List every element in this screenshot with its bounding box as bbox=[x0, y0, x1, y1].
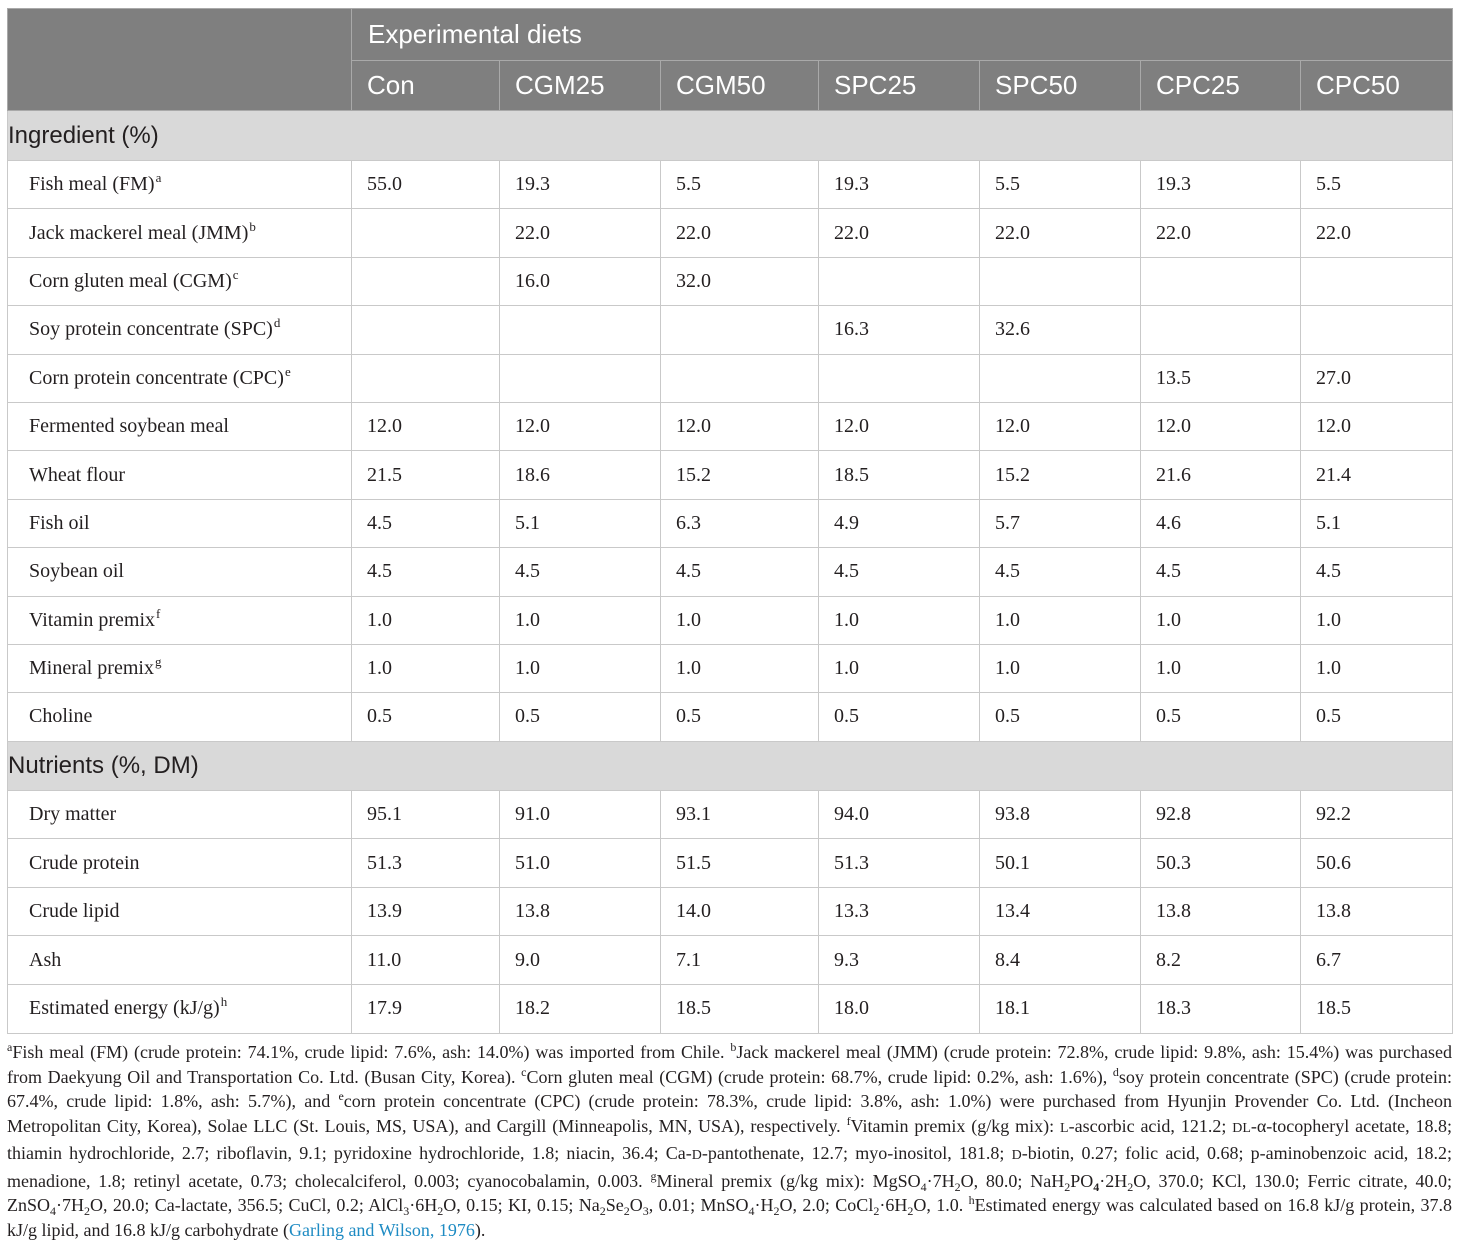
table-body bbox=[8, 111, 1453, 1034]
row-label: Crude protein bbox=[29, 851, 140, 874]
value-cell-cgm25: 16.0 bbox=[500, 257, 661, 305]
value-cell-con: 21.5 bbox=[352, 451, 500, 499]
section-row-ingredient bbox=[8, 111, 1453, 161]
subscript: 2 bbox=[623, 1204, 630, 1218]
footnote-marker: b bbox=[730, 1040, 737, 1054]
subscript: 2 bbox=[84, 1204, 91, 1218]
footnote-marker: c bbox=[232, 266, 239, 282]
value-cell-cgm50: 32.0 bbox=[661, 257, 819, 305]
footnote-text: Jack mackerel meal (JMM) (crude protein: 72.8%, crude lipid: 9.8%, ash: 15.4%) was purchased from Daekyung Oil and Transportation Co. Ltd. (Busan City, Korea). bbox=[7, 1042, 1453, 1087]
column-header-cgm50: CGM50 bbox=[661, 61, 819, 111]
footnote-text: -biotin, 0.27; folic acid, 0.68; p-aminobenzoic acid, 18.2; menadione, 1.8; retinyl acetate, 0.73; cholecalciferol, 0.003; cyanocobalamin, 0.003. bbox=[7, 1143, 1452, 1191]
value-cell-spc25: 13.3 bbox=[819, 887, 980, 936]
footnote-text: Mineral premix (g/kg mix): MgSO bbox=[656, 1170, 921, 1191]
small-caps-prefix: D bbox=[1011, 1148, 1022, 1163]
row-label: Fish oil bbox=[29, 511, 90, 534]
table-row-wheat-flour bbox=[8, 451, 1453, 499]
value-cell-spc50: 15.2 bbox=[980, 451, 1141, 499]
value-cell-cgm50: 14.0 bbox=[661, 887, 819, 936]
value-cell-cpc50: 27.0 bbox=[1301, 354, 1453, 402]
row-label: Vitamin premix bbox=[29, 608, 155, 631]
value-cell-cpc25: 21.6 bbox=[1141, 451, 1301, 499]
experimental-diets-header: Experimental diets bbox=[352, 9, 1453, 61]
footnote-marker: b bbox=[249, 218, 256, 234]
value-cell-cpc25: 12.0 bbox=[1141, 402, 1301, 450]
row-label: Corn gluten meal (CGM) bbox=[29, 269, 232, 292]
table-row-corn-gluten-meal-cgm bbox=[8, 257, 1453, 305]
value-cell-cpc25: 18.3 bbox=[1141, 985, 1301, 1034]
value-cell-cpc50: 13.8 bbox=[1301, 887, 1453, 936]
value-cell-cpc25 bbox=[1141, 257, 1301, 305]
value-cell-spc25: 1.0 bbox=[819, 644, 980, 692]
value-cell-cgm25: 13.8 bbox=[500, 887, 661, 936]
small-caps-prefix: DL bbox=[1232, 1120, 1251, 1136]
subscript: 3 bbox=[642, 1204, 649, 1218]
footnote-marker: h bbox=[968, 1193, 975, 1207]
footnote-marker: a bbox=[155, 170, 162, 186]
row-label-cell bbox=[8, 257, 352, 305]
value-cell-cpc25: 50.3 bbox=[1141, 839, 1301, 888]
footnote-marker: c bbox=[521, 1064, 527, 1079]
footnote-text: ·2H bbox=[1099, 1170, 1128, 1191]
footnote-text: Estimated energy was calculated based on 16.8 kJ/g protein, 37.8 kJ/g lipid, and 16.8 kJ/g carbohydrate ( bbox=[7, 1195, 1453, 1240]
value-cell-con: 95.1 bbox=[352, 790, 500, 839]
value-cell-con: 4.5 bbox=[352, 548, 500, 596]
value-cell-cgm25: 4.5 bbox=[500, 548, 661, 596]
row-label: Soy protein concentrate (SPC) bbox=[29, 318, 273, 341]
value-cell-cgm25: 18.2 bbox=[500, 985, 661, 1034]
value-cell-con: 11.0 bbox=[352, 936, 500, 985]
footnote-text: O, 2.0; CoCl bbox=[779, 1195, 874, 1215]
row-label-cell bbox=[8, 644, 352, 692]
value-cell-con: 51.3 bbox=[352, 839, 500, 888]
value-cell-cpc50: 1.0 bbox=[1301, 644, 1453, 692]
value-cell-cgm50: 0.5 bbox=[661, 693, 819, 741]
column-header-cgm25: CGM25 bbox=[500, 61, 661, 111]
value-cell-cgm25 bbox=[500, 306, 661, 354]
value-cell-spc50 bbox=[980, 257, 1141, 305]
table-row-fish-meal-fm bbox=[8, 161, 1453, 209]
value-cell-cpc50: 22.0 bbox=[1301, 209, 1453, 257]
footnote-text: O bbox=[629, 1195, 643, 1215]
footnote-text: -ascorbic acid, 121.2; bbox=[1068, 1115, 1233, 1136]
value-cell-spc25: 19.3 bbox=[819, 161, 980, 209]
value-cell-cpc25: 19.3 bbox=[1141, 161, 1301, 209]
value-cell-cpc50: 92.2 bbox=[1301, 790, 1453, 839]
value-cell-cgm25: 18.6 bbox=[500, 451, 661, 499]
subscript: 2 bbox=[873, 1204, 880, 1218]
footnote-text: O, 0.15; KI, 0.15; Na bbox=[443, 1195, 600, 1215]
citation-link[interactable]: Garling and Wilson, 1976 bbox=[288, 1219, 475, 1240]
value-cell-spc50: 8.4 bbox=[980, 936, 1141, 985]
value-cell-cpc50: 5.1 bbox=[1301, 499, 1453, 547]
value-cell-spc50: 32.6 bbox=[980, 306, 1141, 354]
table-row-choline bbox=[8, 693, 1453, 741]
footnote-marker: f bbox=[156, 605, 161, 621]
table-row-soy-protein-concentrate-spc bbox=[8, 306, 1453, 354]
small-caps-prefix: D bbox=[691, 1148, 702, 1163]
footnote-text: ). bbox=[474, 1219, 486, 1240]
footnote-text: soy protein concentrate (SPC) (crude protein: 67.4%, crude lipid: 1.8%, ash: 5.7%), and bbox=[7, 1066, 1452, 1111]
value-cell-spc50: 13.4 bbox=[980, 887, 1141, 936]
value-cell-spc50: 12.0 bbox=[980, 402, 1141, 450]
value-cell-cpc50: 5.5 bbox=[1301, 161, 1453, 209]
row-label: Soybean oil bbox=[29, 560, 124, 583]
subscript: 2 bbox=[1127, 1179, 1134, 1194]
footnote-marker: e bbox=[284, 363, 291, 379]
footnote-text: O, 20.0; Ca-lactate, 356.5; CuCl, 0.2; AlCl bbox=[90, 1195, 404, 1215]
row-label-cell bbox=[8, 451, 352, 499]
value-cell-spc25: 94.0 bbox=[819, 790, 980, 839]
value-cell-spc50: 1.0 bbox=[980, 644, 1141, 692]
value-cell-cpc50: 0.5 bbox=[1301, 693, 1453, 741]
row-label-cell bbox=[8, 936, 352, 985]
value-cell-con: 13.9 bbox=[352, 887, 500, 936]
footnote-text: ·6H bbox=[409, 1195, 438, 1215]
footnote-text: Corn gluten meal (CGM) (crude protein: 68.7%, crude lipid: 0.2%, ash: 1.6%), bbox=[526, 1066, 1113, 1087]
subscript: 4 bbox=[920, 1179, 927, 1194]
value-cell-cpc50: 50.6 bbox=[1301, 839, 1453, 888]
value-cell-con: 12.0 bbox=[352, 402, 500, 450]
footnote-text: ·7H bbox=[56, 1195, 85, 1215]
value-cell-cpc25: 4.5 bbox=[1141, 548, 1301, 596]
table-footnotes bbox=[7, 1040, 1452, 1242]
footnote-text: O, 80.0; NaH bbox=[960, 1170, 1065, 1191]
footnote-marker: a bbox=[7, 1040, 13, 1054]
section-header: Nutrients (%, DM) bbox=[8, 741, 1453, 790]
value-cell-cgm50: 93.1 bbox=[661, 790, 819, 839]
value-cell-spc25: 16.3 bbox=[819, 306, 980, 354]
value-cell-spc50: 50.1 bbox=[980, 839, 1141, 888]
column-header-spc50: SPC50 bbox=[980, 61, 1141, 111]
row-label-cell bbox=[8, 354, 352, 402]
row-label-cell bbox=[8, 790, 352, 839]
value-cell-spc25: 4.5 bbox=[819, 548, 980, 596]
subscript: 2 bbox=[599, 1204, 606, 1218]
value-cell-con bbox=[352, 257, 500, 305]
value-cell-cgm25: 9.0 bbox=[500, 936, 661, 985]
section-row-nutrients-dm bbox=[8, 741, 1453, 790]
value-cell-con: 0.5 bbox=[352, 693, 500, 741]
row-label-cell bbox=[8, 209, 352, 257]
value-cell-cgm25: 1.0 bbox=[500, 596, 661, 644]
table-row-vitamin-premix bbox=[8, 596, 1453, 644]
footnote-marker: f bbox=[846, 1113, 851, 1128]
value-cell-spc50: 4.5 bbox=[980, 548, 1141, 596]
value-cell-spc25 bbox=[819, 257, 980, 305]
footnote-marker: h bbox=[220, 994, 228, 1010]
row-label-cell bbox=[8, 839, 352, 888]
row-label: Jack mackerel meal (JMM) bbox=[29, 221, 249, 244]
row-label: Estimated energy (kJ/g) bbox=[29, 997, 220, 1020]
value-cell-cpc50: 4.5 bbox=[1301, 548, 1453, 596]
footnote-text: -pantothenate, 12.7; myo-inositol, 181.8; bbox=[701, 1143, 1012, 1163]
value-cell-cpc50: 1.0 bbox=[1301, 596, 1453, 644]
value-cell-con: 1.0 bbox=[352, 644, 500, 692]
footnote-text: O, 370.0; KCl, 130.0; Ferric citrate, 40.0; ZnSO bbox=[7, 1170, 1452, 1215]
value-cell-spc25: 18.5 bbox=[819, 451, 980, 499]
footnote-marker: d bbox=[1112, 1064, 1119, 1079]
value-cell-cpc25: 1.0 bbox=[1141, 596, 1301, 644]
row-label: Crude lipid bbox=[29, 900, 120, 923]
value-cell-cgm50: 12.0 bbox=[661, 402, 819, 450]
subscript-bold: 4 bbox=[1093, 1179, 1100, 1194]
row-label-cell bbox=[8, 306, 352, 354]
value-cell-spc50: 93.8 bbox=[980, 790, 1141, 839]
value-cell-cgm25: 5.1 bbox=[500, 499, 661, 547]
footnote-text: ·6H bbox=[879, 1195, 908, 1215]
value-cell-cpc50: 21.4 bbox=[1301, 451, 1453, 499]
value-cell-cgm50: 6.3 bbox=[661, 499, 819, 547]
value-cell-cgm25: 0.5 bbox=[500, 693, 661, 741]
value-cell-cgm50: 18.5 bbox=[661, 985, 819, 1034]
footnote-text: Se bbox=[605, 1195, 624, 1215]
table-row-estimated-energy-kj-g bbox=[8, 985, 1453, 1034]
footnote-text: PO bbox=[1070, 1170, 1094, 1191]
row-label: Dry matter bbox=[29, 802, 117, 825]
row-label: Mineral premix bbox=[29, 657, 154, 680]
row-label-cell bbox=[8, 985, 352, 1034]
footnote-text: O, 1.0. bbox=[913, 1195, 969, 1215]
value-cell-cgm25: 12.0 bbox=[500, 402, 661, 450]
value-cell-spc25: 51.3 bbox=[819, 839, 980, 888]
value-cell-spc25: 12.0 bbox=[819, 402, 980, 450]
table-header bbox=[8, 9, 1453, 111]
column-header-cpc25: CPC25 bbox=[1141, 61, 1301, 111]
value-cell-cpc50: 12.0 bbox=[1301, 402, 1453, 450]
subscript: 2 bbox=[773, 1204, 780, 1218]
column-header-spc25: SPC25 bbox=[819, 61, 980, 111]
footnote-text: , 0.01; MnSO bbox=[648, 1195, 749, 1215]
value-cell-cgm50 bbox=[661, 306, 819, 354]
value-cell-cgm25: 19.3 bbox=[500, 161, 661, 209]
value-cell-spc50 bbox=[980, 354, 1141, 402]
value-cell-cgm50 bbox=[661, 354, 819, 402]
subscript: 2 bbox=[1064, 1179, 1071, 1194]
table-row-soybean-oil bbox=[8, 548, 1453, 596]
footnote-text: -α-tocopheryl acetate, 18.8; thiamin hydrochloride, 2.7; riboflavin, 9.1; pyridoxine hydrochloride, 1.8; niacin, 36.4; Ca- bbox=[7, 1115, 1452, 1163]
subscript: 4 bbox=[50, 1204, 57, 1218]
column-header-con: Con bbox=[352, 61, 500, 111]
value-cell-spc25: 4.9 bbox=[819, 499, 980, 547]
row-label: Wheat flour bbox=[29, 463, 126, 486]
value-cell-cgm50: 1.0 bbox=[661, 596, 819, 644]
footnote-text: ·7H bbox=[926, 1170, 955, 1191]
value-cell-cpc25: 92.8 bbox=[1141, 790, 1301, 839]
table-row-crude-protein bbox=[8, 839, 1453, 888]
table-row-jack-mackerel-meal-jmm bbox=[8, 209, 1453, 257]
table-row-dry-matter bbox=[8, 790, 1453, 839]
table-row-fish-oil bbox=[8, 499, 1453, 547]
value-cell-spc50: 1.0 bbox=[980, 596, 1141, 644]
column-header-cpc50: CPC50 bbox=[1301, 61, 1453, 111]
value-cell-cpc25: 13.8 bbox=[1141, 887, 1301, 936]
diet-composition-table bbox=[7, 8, 1453, 1034]
subscript: 2 bbox=[954, 1179, 961, 1194]
value-cell-cpc50: 18.5 bbox=[1301, 985, 1453, 1034]
value-cell-cgm25: 91.0 bbox=[500, 790, 661, 839]
row-label-cell bbox=[8, 596, 352, 644]
value-cell-con bbox=[352, 354, 500, 402]
value-cell-cpc25: 4.6 bbox=[1141, 499, 1301, 547]
value-cell-spc50: 5.7 bbox=[980, 499, 1141, 547]
value-cell-cgm50: 5.5 bbox=[661, 161, 819, 209]
value-cell-cgm50: 51.5 bbox=[661, 839, 819, 888]
row-label-cell bbox=[8, 887, 352, 936]
footnote-marker: g bbox=[650, 1168, 657, 1183]
footnote-marker: d bbox=[273, 315, 281, 331]
value-cell-spc25: 9.3 bbox=[819, 936, 980, 985]
row-label-cell bbox=[8, 693, 352, 741]
table-container bbox=[7, 8, 1452, 1034]
value-cell-cpc25: 13.5 bbox=[1141, 354, 1301, 402]
table-row-crude-lipid bbox=[8, 887, 1453, 936]
value-cell-cgm50: 1.0 bbox=[661, 644, 819, 692]
row-label: Fish meal (FM) bbox=[29, 173, 155, 196]
table-row-fermented-soybean-meal bbox=[8, 402, 1453, 450]
footnote-text: Fish meal (FM) (crude protein: 74.1%, crude lipid: 7.6%, ash: 14.0%) was imported from Chile. bbox=[12, 1042, 731, 1062]
value-cell-con: 1.0 bbox=[352, 596, 500, 644]
footnote-text: corn protein concentrate (CPC) (crude protein: 78.3%, crude lipid: 3.8%, ash: 1.0%) were purchased from Hyunjin Provender Co. Ltd. (Incheon Metropolitan City, Korea), Solae LLC (St. Louis, MS, USA), and Cargill (Minneapolis, MN, USA), respectively. bbox=[7, 1091, 1453, 1136]
value-cell-cpc25: 1.0 bbox=[1141, 644, 1301, 692]
value-cell-spc50: 18.1 bbox=[980, 985, 1141, 1034]
row-label-cell bbox=[8, 499, 352, 547]
value-cell-cpc25: 0.5 bbox=[1141, 693, 1301, 741]
value-cell-spc25: 22.0 bbox=[819, 209, 980, 257]
section-header: Ingredient (%) bbox=[8, 111, 1453, 161]
footnote-text: ·H bbox=[754, 1195, 774, 1215]
value-cell-cgm50: 7.1 bbox=[661, 936, 819, 985]
subscript: 2 bbox=[907, 1204, 914, 1218]
subscript: 2 bbox=[437, 1204, 444, 1218]
value-cell-cpc25: 8.2 bbox=[1141, 936, 1301, 985]
footnote-marker: g bbox=[154, 654, 162, 670]
value-cell-spc25: 0.5 bbox=[819, 693, 980, 741]
table-row-ash bbox=[8, 936, 1453, 985]
value-cell-cgm50: 15.2 bbox=[661, 451, 819, 499]
value-cell-cgm25: 51.0 bbox=[500, 839, 661, 888]
value-cell-con: 55.0 bbox=[352, 161, 500, 209]
value-cell-spc50: 22.0 bbox=[980, 209, 1141, 257]
small-caps-prefix: L bbox=[1060, 1120, 1069, 1136]
value-cell-cgm50: 4.5 bbox=[661, 548, 819, 596]
subscript: 3 bbox=[403, 1204, 410, 1218]
value-cell-spc50: 0.5 bbox=[980, 693, 1141, 741]
row-label: Fermented soybean meal bbox=[29, 415, 229, 438]
value-cell-con: 17.9 bbox=[352, 985, 500, 1034]
value-cell-con bbox=[352, 209, 500, 257]
row-label: Ash bbox=[29, 948, 62, 971]
row-label: Corn protein concentrate (CPC) bbox=[29, 366, 284, 389]
value-cell-cpc25 bbox=[1141, 306, 1301, 354]
value-cell-spc25: 1.0 bbox=[819, 596, 980, 644]
subscript: 4 bbox=[748, 1204, 755, 1218]
row-label-cell bbox=[8, 548, 352, 596]
value-cell-cpc50 bbox=[1301, 306, 1453, 354]
value-cell-cpc50: 6.7 bbox=[1301, 936, 1453, 985]
row-label: Choline bbox=[29, 705, 93, 728]
header-row-group bbox=[8, 9, 1453, 61]
value-cell-cpc25: 22.0 bbox=[1141, 209, 1301, 257]
value-cell-spc25 bbox=[819, 354, 980, 402]
value-cell-cgm25 bbox=[500, 354, 661, 402]
value-cell-con bbox=[352, 306, 500, 354]
value-cell-spc25: 18.0 bbox=[819, 985, 980, 1034]
footnote-text: Vitamin premix (g/kg mix): bbox=[850, 1115, 1061, 1136]
value-cell-cgm25: 22.0 bbox=[500, 209, 661, 257]
value-cell-cgm50: 22.0 bbox=[661, 209, 819, 257]
footnote-marker: e bbox=[338, 1089, 344, 1103]
value-cell-cgm25: 1.0 bbox=[500, 644, 661, 692]
value-cell-con: 4.5 bbox=[352, 499, 500, 547]
row-label-cell bbox=[8, 402, 352, 450]
value-cell-spc50: 5.5 bbox=[980, 161, 1141, 209]
table-row-corn-protein-concentrate-cpc bbox=[8, 354, 1453, 402]
table-row-mineral-premix bbox=[8, 644, 1453, 692]
header-corner-cell bbox=[8, 9, 352, 111]
row-label-cell bbox=[8, 161, 352, 209]
value-cell-cpc50 bbox=[1301, 257, 1453, 305]
